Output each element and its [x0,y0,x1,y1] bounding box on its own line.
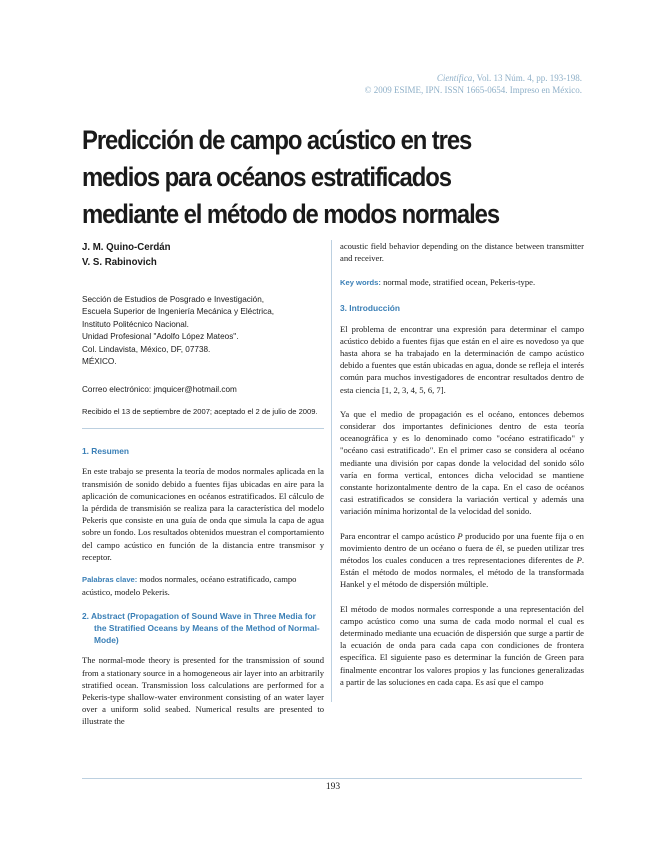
affiliation-line: MÉXICO. [82,357,117,367]
affiliation-line: Unidad Profesional "Adolfo López Mateos". [82,332,239,342]
palabras-clave-text: modos normales, océano estratificado, campo acústico, modelo Pekeris. [82,574,297,598]
symbol-p: P [576,555,582,566]
column-divider [331,240,332,702]
journal-citation [365,72,582,84]
right-column [340,240,584,688]
section-separator [82,428,324,429]
intro-p3-text-c: . Están el método de modos normales, el método de la transformada Hankel y el método de dispersión múltiple. [340,555,584,590]
key-words-text: normal mode, stratified ocean, Pekeris-type. [380,277,536,288]
key-words-label: Key words: [340,278,381,288]
affiliation-line: Escuela Superior de Ingeniería Mecánica y Eléctrica, [82,307,275,317]
affiliation-line: Col. Lindavista, México, DF, 07738. [82,344,211,354]
abstract-continuation: acoustic field behavior depending on the distance between transmitter and receiver. [340,241,584,264]
journal-name: Científica [436,73,473,83]
intro-paragraph-1: El problema de encontrar una expresión para determinar el campo acústico debido a fuentes fijas que están en el aire es novedoso ya que hasta ahora se ha trabajado en la determinación de campo acústico debido a fuentes que están ubicadas en agua, donde se refleja el interés común para muchos investigadores de encontrar resultados dentro de esta ciencia [1, 2, 3, 4, 5, 6, 7]. [340,323,584,395]
introduccion-heading: 3. Introducción [340,302,401,313]
page-number: 193 [325,782,341,792]
author-email: Correo electrónico: jmquicer@hotmail.com [82,385,237,395]
abstract-heading: 2. Abstract (Propagation of Sound Wave in Three Media for the Stratified Oceans by Means of the Method of Normal-Mode) [82,611,320,646]
paper-title: Predicción de campo acústico en tres medios para océanos estratificados mediante el método de modos normales [82,125,500,229]
affiliation [82,294,324,368]
palabras-clave-label: Palabras clave: [82,575,138,585]
intro-paragraph-2: Ya que el medio de propagación es el océano, entonces debemos considerar dos importantes definiciones dentro de esta teoría oceanográfica y es lo denominado como "océano estratificado" y "océano casi estratificado". En el primer caso se considera al océano mediante una división por capas donde la velocidad del sonido sólo varía en forma vertical, entonces dicha velocidad se mantiene constante horizontalmente dentro de la capa. En el caso de océanos casi estratificados se considera la variación vertical y además una variación mínima horizontal de la velocidad del sonido. [340,408,584,517]
symbol-p: P [457,530,463,541]
journal-volume: , Vol. 13 Núm. 4, pp. 193-198. [472,73,582,83]
author-1: J. M. Quino-Cerdán [82,241,171,253]
journal-header [365,72,582,96]
palabras-clave [82,573,324,598]
affiliation-line: Sección de Estudios de Posgrado e Investigación, [82,295,265,304]
intro-paragraph-4: El método de modos normales corresponde a una representación del campo acústico como una suma de cada modo normal el cual es determinado mediante una ecuación de dispersión que surge a partir de la ecuación de onda para cada capa con condiciones de frontera específica. El siguiente paso es determinar la función de Green para finalmente encontrar los valores propios y las funciones generalizadas a partir de las soluciones en cada capa. Es así que el campo [340,603,584,687]
intro-paragraph-3 [340,530,584,591]
footer-rule [82,778,582,779]
left-column [82,240,324,728]
intro-p3-text-b: producido por una fuente fija o en movimiento dentro de un océano o fuera de él, se pueden utilizar tres métodos los cuales conducen a tres representaciones diferentes de [340,530,584,566]
journal-copyright: © 2009 ESIME, IPN. ISSN 1665-0654. Impreso en México. [364,85,582,95]
key-words [340,276,584,289]
author-2: V. S. Rabinovich [82,256,157,268]
received-dates: Recibido el 13 de septiembre de 2007; aceptado el 2 de julio de 2009. [82,407,318,417]
affiliation-line: Instituto Politécnico Nacional. [82,319,189,329]
intro-p3-text-a: Para encontrar el campo acústico [340,530,458,541]
abstract-text: The normal-mode theory is presented for the transmission of sound from a stationary source in a homogeneous air layer into an arbitrarily stratified ocean. Transmission loss calculations are performed for a Pekeris-type shallow-water environment consisting of an water layer over a uniform solid seabed. Numerical results are presented to illustrate the [82,655,324,727]
resumen-heading: 1. Resumen [82,446,130,457]
resumen-text: En este trabajo se presenta la teoría de modos normales aplicada en la transmisión de sonido debido a fuentes fijas ubicadas en aire para la aplicación de comunicaciones en océanos estratificados. El cálculo de la pérdida de transmisión se realiza para la característica del modelo Pekeris que consiste en una guía de onda que simula la capa de agua sobre un fondo. Los resultados obtenidos muestran el comportamiento del campo acústico en función de la distancia entre transmisor y receptor. [82,466,324,562]
